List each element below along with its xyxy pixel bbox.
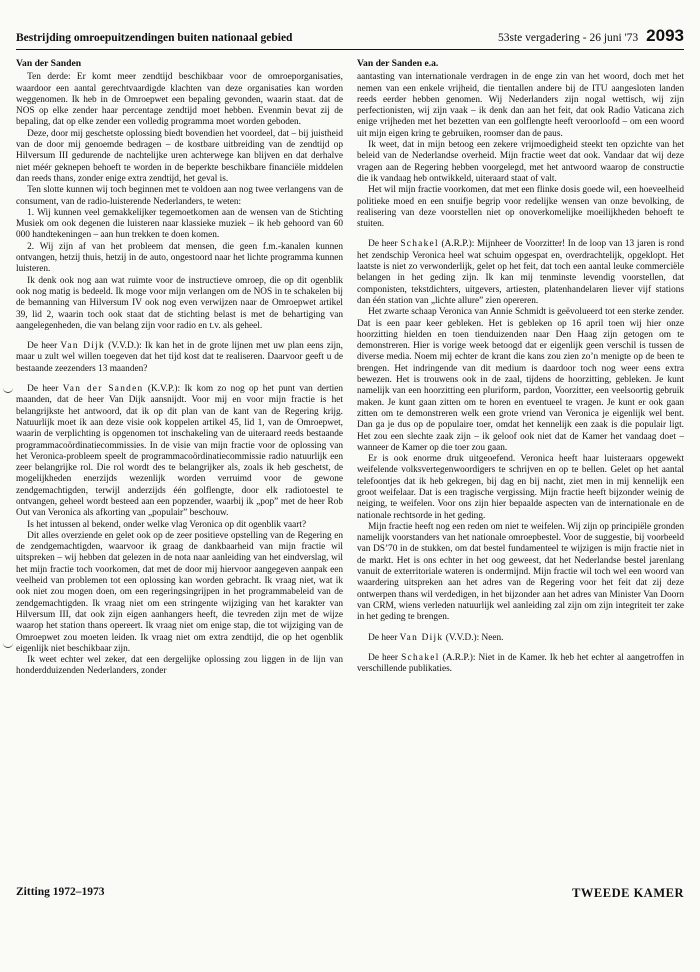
- body-paragraph: Ik denk ook nog aan wat ruimte voor de instructieve omroep, die op dit ogenblik ook nog matig is bedeeld. Ik moge voor mijn verlangen om de NOS in te schakelen bij de bemanning van Hilversum IV ook nog even verwijzen naar de Omroepwet artikel 39, lid 2, waarin toch ook staat dat de stichting belast is met de behartiging van aangelegenheden, die van belang zijn voor radio en t.v. als geheel.: [16, 275, 343, 331]
- speaker-name: Schakel: [400, 239, 439, 250]
- speaker-prefix: De heer: [368, 239, 398, 250]
- body-paragraph: Ik weet echter wel zeker, dat een dergelijke oplossing zou liggen in de lijn van honderdduizenden Nederlanders, zonder: [16, 655, 343, 677]
- body-paragraph: Deze, door mij geschetste oplossing biedt bovendien het voordeel, dat – bij juistheid van de door mij genoemde bedragen – de kostbare uitbreiding van de zendtijd op Hilversum III gedurende de nachtelijke uren achterwege kan blijven en dat derhalve niet méér geknepen behoeft te worden in de beperkte beschikbare financiële middelen dan reeds thans, zonder enige extra zendtijd, het geval is.: [16, 128, 343, 184]
- speaker-prefix: De heer: [368, 652, 399, 663]
- speech-paragraph: [16, 341, 343, 375]
- page: [16, 26, 684, 678]
- body-paragraph: aantasting van internationale verdragen in de enge zin van het woord, doch met het nemen van een enkele vrijheid, die tientallen andere bij de ITU aangesloten landen reeds eerder hebben genomen. Wij Nederlanders zijn nogal wettisch, wij zijn perfectionisten, wij zijn vaak – ik denk dan aan het feit, dat ook Radio Vaticana zich enige vrijheden met het bezetten van een golflengte heeft veroorloofd – om een woord uit mijn eigen kring te gebruiken, roomser dan de paus.: [357, 72, 684, 139]
- page-number: 2093: [646, 26, 684, 45]
- speaker-party: (V.V.D.):: [108, 341, 142, 352]
- speaker-party: (A.R.P.):: [442, 652, 476, 663]
- body-paragraph: Ten derde: Er komt meer zendtijd beschikbaar voor de omroeporganisaties, waardoor een aantal gerechtvaardigde klachten van deze organisaties kan worden weggenomen. Ik heb in de Omroepwet een bepaling gevonden, waarin staat. dat de NOS op elke zender haar percentage zendtijd moet hebben. Evenmin bevat zij de bepaling, dat op elke zender een volledig programma moet worden geboden.: [16, 72, 343, 128]
- right-column: [357, 58, 684, 678]
- page-footer: [16, 886, 684, 901]
- speaker-party: (K.V.P.):: [147, 384, 181, 395]
- two-column-body: [16, 58, 684, 678]
- body-paragraph: Er is ook enorme druk uitgeoefend. Veronica heeft haar luisteraars opgewekt weifelende volksvertegenwoordigers te schrijven en op te bellen. Gelet op het aantal telefoontjes dat ik heb gekregen, bij dag en bij nacht, ziet men in mij kennelijk een groot weifelaar. Dat is een tragische vergissing. Mijn fractie heeft bijzonder weinig de neiging, te weifelen. Voor ons zijn hier bepaalde aspecten van de internationale en de nationale rechtsorde in het geding.: [357, 454, 684, 521]
- running-header: [16, 26, 684, 46]
- speaker-party: (V.V.D.):: [445, 632, 480, 643]
- footer-session: Zitting 1972–1973: [16, 886, 105, 898]
- body-paragraph: Ik weet, dat in mijn betoog een zekere vrijmoedigheid steekt ten opzichte van het beleid van de Nederlandse overheid. Mijn fractie weet dat ook. Vandaar dat wij deze vragen aan de Regering hebben voorgelegd, met het antwoord waarop de constructie die ik vandaag heb ontwikkeld, uiteraard staat of valt.: [357, 140, 684, 184]
- speech-text: Niet in de Kamer. Ik heb het echter al aangetroffen in verschillende publikaties.: [357, 652, 684, 675]
- margin-mark: [3, 386, 13, 393]
- speech-paragraph: [357, 653, 684, 676]
- header-rule: [16, 49, 684, 50]
- speaker-prefix: De heer: [27, 341, 58, 352]
- speech-paragraph: [357, 239, 684, 307]
- speaker-party: (A.R.P.):: [441, 239, 475, 250]
- body-paragraph: Ten slotte kunnen wij toch beginnen met te voldoen aan nog twee verlangens van de consument, van de radio-luisterende Nederlanders, te weten:: [16, 185, 343, 207]
- speaker-name: Van Dijk: [399, 632, 444, 643]
- speech-paragraph: [357, 633, 684, 644]
- speaker-name: Van Dijk: [60, 341, 106, 352]
- speech-text: Ik kan het in de grote lijnen met uw plan eens zijn, maar u zult wel willen toegeven dat het tijd kost dat te realiseren. Daarvoor geeft u de bestaande zeezenders 13 maanden?: [16, 341, 344, 374]
- body-paragraph: Dit alles overziende en gelet ook op de zeer positieve opstelling van de Regering en de zendgemachtigden, waarvoor ik graag de dankbaarheid van mijn fractie wil uitspreken – wij hebben dat gelezen in de nota naar aanleiding van het eindverslag, wil het mijn fractie toch voorkomen, dat met de door mij hiervoor aangegeven aanpak een veelheid van problemen tot een oplossing kan worden gebracht. Ik vraag niet, wat ik ook niet zou mogen doen, om een regeringsingrijpen in het programmabeleid van de zendgemachtigden. Ik vraag niet om een stringente wijziging van het karakter van Hilversum III, dat ook zijn eigen aanhangers heeft, die tevreden zijn met de wijze waarop het station thans opereert. Ik vraag niet om enige stap, die tot wijziging van de Omroepwet zou moeten leiden. Ik vraag niet om extra zendtijd, die op het ogenblik eigenlijk niet beschikbaar zijn.: [16, 530, 343, 654]
- body-paragraph: 2. Wij zijn af van het probleem dat mensen, die geen f.m.-kanalen kunnen ontvangen, hetzij thuis, hetzij in de auto, ongestoord naar het lichte programma kunnen luisteren.: [16, 241, 343, 275]
- header-meta: [498, 26, 684, 46]
- body-paragraph: Is het intussen al bekend, onder welke vlag Veronica op dit ogenblik vaart?: [27, 519, 307, 530]
- speaker-prefix: De heer: [27, 384, 59, 395]
- body-paragraph: Het zwarte schaap Veronica van Annie Schmidt is geëvolueerd tot een sterke zender. Dat is een paar keer gebleken. Het is gebleken op 16 april toen wij hier onze hoorzitting hielden en toen tienduizenden naar Den Haag zijn getogen om te demonstreren. Hier is vorige week betoogd dat er eigenlijk geen verschil is tussen de diverse media. Noem mij echter de krant die kans zou zien zo’n menigte op de been te brengen. Het indringende van dit medium is daardoor toch nog weer eens extra bewezen. Het is trouwens ook in de zaal, tijdens de hoorzitting, gebleken. Je kunt namelijk van een hoorzitting een pluriform, pardon, Voorzitter, een veelsoortig gebruik maken. Je kunt gaan zitten om te horen en eventueel te vragen. Je kunt er ook gaan zitten om te demonstreren welk een grote vriend van Veronica je eigenlijk wel bent. Dan ga je dus op de populaire toer, omdat het kennelijk een zaak is die populair ligt. Het zou een slechte zaak zijn – ik geloof ook niet dat de Kamer het vandaag doet – wanneer de Kamer op die toer zou gaan.: [357, 307, 684, 453]
- speaker-name: Van der Sanden: [62, 384, 144, 395]
- margin-mark: [3, 641, 13, 648]
- speech-text: Ik kom zo nog op het punt van dertien maanden, dat de heer Van Dijk aansnijdt. Voor mij en voor mijn fractie is het belangrijkste het antwoord, dat ik op dit plan van de kant van de Regering krijg. Natuurlijk moet ik aan deze visie ook koppelen artikel 45, lid 1, van de Omroepwet, waarin de verplichting is opgenomen tot inschakeling van de uiteraard reeds bestaande programmacoördinatiecommissies. In de visie van mijn fractie voor de oplossing van het Veronica-probleem speelt de programmacoördinatiecommissie radio natuurlijk een zeer belangrijke rol. Die rol wordt des te belangrijker als, zoals ik heb geschetst, de mogelijkheden enerzijds wezenlijk worden verruimd voor de gewone zendgemachtigden, terwijl anderzijds één golflengte, door elk radiotoestel te ontvangen, geheel wordt besteed aan een popzender, waarbij ik „pop” met de heer Rob Out van Veronica als afkorting van „populair” beschouw.: [16, 384, 344, 519]
- left-column: [16, 58, 343, 678]
- section-heading: Van der Sanden e.a.: [357, 58, 439, 69]
- speech-text: Neen.: [481, 632, 504, 643]
- header-meeting: 53ste vergadering - 26 juni '73: [498, 32, 639, 44]
- body-paragraph: Het wil mijn fractie voorkomen, dat met een flinke dosis goede wil, een hoeveelheid politieke moed en een snuifje begrip voor redelijke wensen van onze bevolking, de realisering van deze voorstellen niet op onoverkomelijke moeilijkheden behoeft te stuiten.: [357, 185, 684, 230]
- section-heading: Van der Sanden: [16, 58, 82, 69]
- footer-chamber: TWEEDE KAMER: [572, 886, 684, 900]
- speaker-prefix: De heer: [368, 632, 398, 643]
- body-paragraph: Mijn fractie heeft nog een reden om niet te weifelen. Wij zijn op principiële gronden namelijk voorstanders van het nationale omroepbestel. Voor de suggestie, bij voorbeeld van DS’70 in de stukken, om dat bestel fundamenteel te wijzigen is mijn fractie niet in de markt. Het is ons echter in het oog geweest, dat het Nederlandse bestel jarenlang vanuit de exterritoriale wateren is ondermijnd. Mijn fractie wil toch wel een woord van waardering uitspreken aan het adres van de Regering voor het feit dat zij deze ontwerpen thans wil verdedigen, in het bijzonder aan het adres van Minister Van Doorn van CRM, wiens verleden natuurlijk wel aanleiding zal zijn om zijn integriteit ter zake in het geding te brengen.: [357, 521, 684, 623]
- speaker-name: Schakel: [401, 652, 440, 663]
- body-paragraph: 1. Wij kunnen veel gemakkelijker tegemoetkomen aan de wensen van de Stichting Musiek om ook degenen die luisteren naar klassieke muziek – ik heb gehoord van 60 000 handtekeningen – aan hun trekken te doen komen.: [16, 207, 343, 241]
- header-title: Bestrijding omroepuitzendingen buiten nationaal gebied: [16, 32, 293, 44]
- speech-text: Mijnheer de Voorzitter! In de loop van 13 jaren is rond het zendschip Veronica heel wat schuim opgespat en, overdrachtelijk, opgeklopt. Het laatste is niet zo verwonderlijk, gelet op het feit, dat toch een aantal leuke commerciële belangen in het geding zijn. Ik kan mij tenminste levendig voorstellen, dat componisten, tekstdichters, uitgevers, artiesten, platenhandelaren liever vijf stations dan één station van „lichte allure” zien opereren.: [357, 239, 685, 306]
- speech-paragraph: [16, 384, 343, 520]
